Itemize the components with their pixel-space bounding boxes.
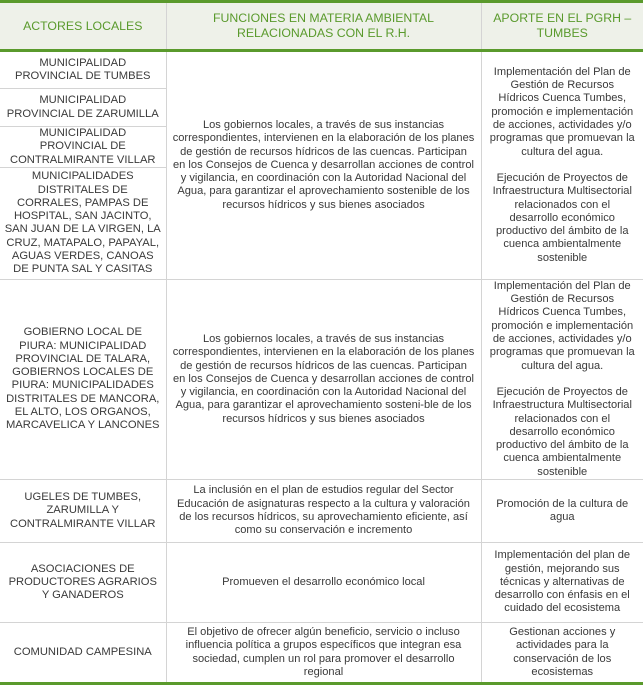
function-cell: Los gobiernos locales, a través de sus instancias correspondientes, intervienen en la elaboración de los planes de gestión de recursos hídricos de las cuencas. Participan en los Consejos de Cuenca y desarrollan acciones de control y vigilancia, en coordinación con la Autoridad Nacional del Agua, para garantizar el aprovechamiento sostenible de los recursos hídricos y sus bienes asociados <box>166 51 481 280</box>
header-row <box>0 2 643 51</box>
actor-cell: MUNICIPALIDADES DISTRITALES DE CORRALES, PAMPAS DE HOSPITAL, SAN JACINTO, SAN JUAN DE LA VIRGEN, LA CRUZ, MATAPALO, PAPAYAL, AGUAS VERDES, CANOAS DE PUNTA SAL Y CASITAS <box>0 167 166 279</box>
function-cell: Promueven el desarrollo económico local <box>166 543 481 623</box>
header-actores-locales: ACTORES LOCALES <box>0 2 166 51</box>
contribution-paragraph: Ejecución de Proyectos de Infraestructura Multisectorial relacionados con el desarrollo económico productivo del ámbito de la cuenca ambientalmente sostenible <box>492 171 632 264</box>
header-funciones-ambientales: FUNCIONES EN MATERIA AMBIENTAL RELACIONADAS CON EL R.H. <box>166 2 481 51</box>
function-cell: El objetivo de ofrecer algún beneficio, servicio o incluso influencia política a grupos específicos que integran esa sociedad, cumplen un rol para promover el desarrollo regional <box>166 623 481 684</box>
table-header <box>0 2 643 51</box>
contribution-cell: Implementación del plan de gestión, mejorando sus técnicas y alternativas de desarrollo con énfasis en el cuidado del ecosistema <box>481 543 643 623</box>
function-cell: Los gobiernos locales, a través de sus instancias correspondientes, intervienen en la elaboración de los planes de gestión de recursos hídricos de las cuencas. Participan en los Consejos de Cuenca y desarrollan acciones de control y vigilancia, en coordinación con la Autoridad Nacional del Agua, para garantizar el aprovechamiento sosteni-ble de los recursos hídricos y sus bienes asociados <box>166 279 481 479</box>
contribution-cell <box>481 51 643 280</box>
header-aporte-pgrh: APORTE EN EL PGRH – TUMBES <box>481 2 643 51</box>
table-row <box>0 543 643 623</box>
actor-cell: UGELES DE TUMBES, ZARUMILLA Y CONTRALMIRANTE VILLAR <box>0 480 166 543</box>
contribution-cell: Gestionan acciones y actividades para la conservación de los ecosistemas <box>481 623 643 684</box>
table-row <box>0 623 643 684</box>
contribution-paragraph: Implementación del Plan de Gestión de Recursos Hídricos Cuenca Tumbes, promoción e implementación de acciones, actividades y/o programas que promuevan la cultura del agua. <box>489 279 635 372</box>
table-row <box>0 279 643 479</box>
actor-cell: MUNICIPALIDAD PROVINCIAL DE ZARUMILLA <box>0 89 166 127</box>
table-body <box>0 51 643 684</box>
contribution-paragraph: Implementación del Plan de Gestión de Recursos Hídricos Cuenca Tumbes, promoción e implementación de acciones, actividades y/o programas que promuevan la cultura del agua. <box>489 65 635 158</box>
table-row <box>0 480 643 543</box>
actor-cell: MUNICIPALIDAD PROVINCIAL DE TUMBES <box>0 51 166 89</box>
contribution-paragraph: Ejecución de Proyectos de Infraestructura Multisectorial relacionados con el desarrollo económico productivo del ámbito de la cuenca ambientalmente sostenible <box>492 385 632 478</box>
table-row <box>0 51 643 89</box>
actor-cell: COMUNIDAD CAMPESINA <box>0 623 166 684</box>
actor-cell: GOBIERNO LOCAL DE PIURA: MUNICIPALIDAD PROVINCIAL DE TALARA, GOBIERNOS LOCALES DE PIURA: MUNICIPALIDADES DISTRITALES DE MANCORA, EL ALTO, LOS ORGANOS, MARCAVELICA Y LANCONES <box>0 279 166 479</box>
function-cell: La inclusión en el plan de estudios regular del Sector Educación de asignaturas respecto a la cultura y valoración de los recursos hídricos, su aprovechamiento eficiente, así como su conservación e incremento <box>166 480 481 543</box>
actor-cell: MUNICIPALIDAD PROVINCIAL DE CONTRALMIRANTE VILLAR <box>0 127 166 168</box>
actor-cell: ASOCIACIONES DE PRODUCTORES AGRARIOS Y GANADEROS <box>0 543 166 623</box>
contribution-cell: Promoción de la cultura de agua <box>481 480 643 543</box>
contribution-cell <box>481 279 643 479</box>
